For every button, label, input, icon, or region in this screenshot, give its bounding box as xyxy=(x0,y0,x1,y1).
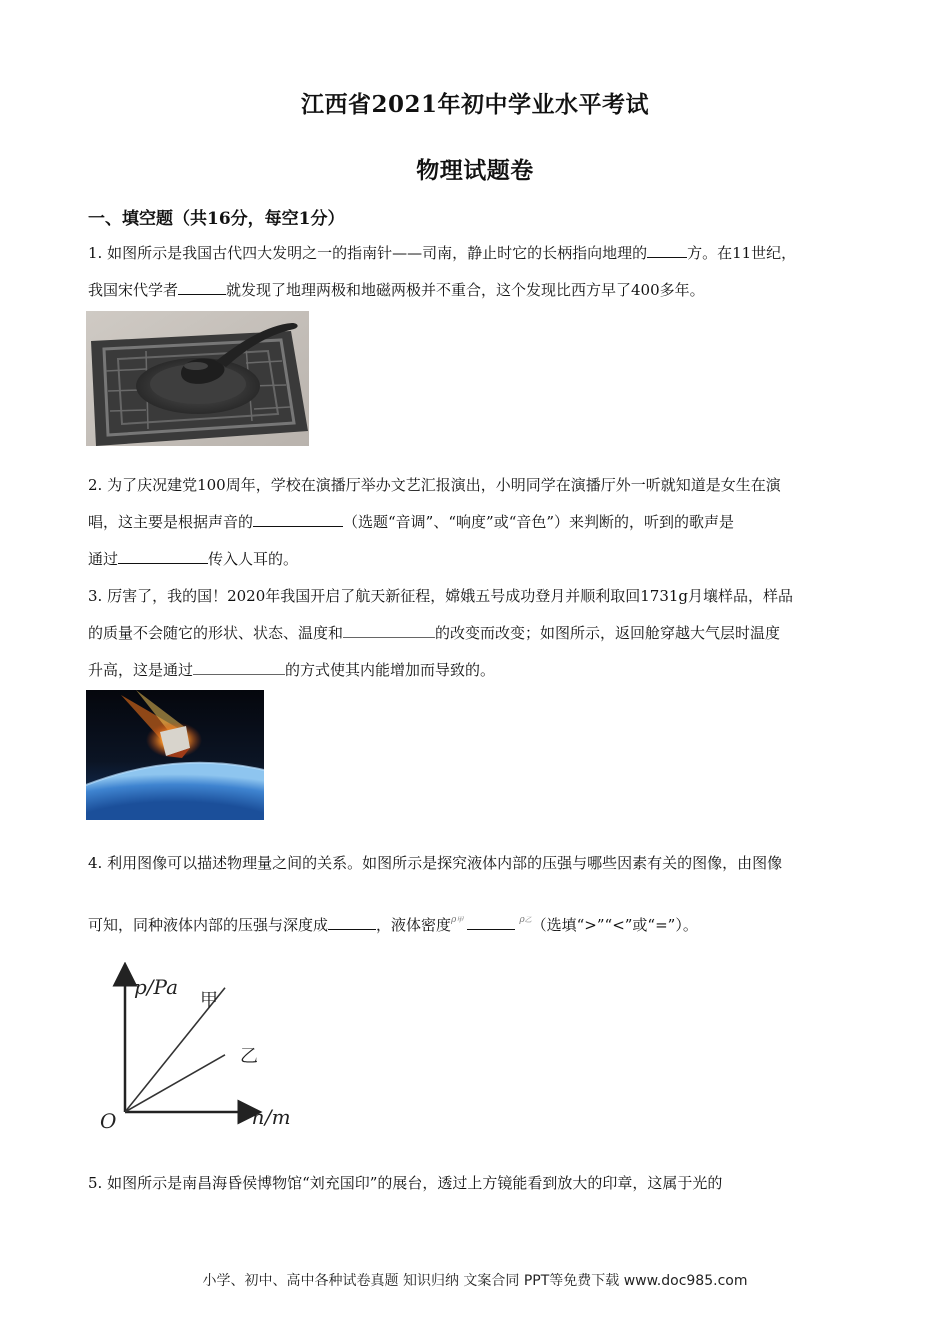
q3-text-a: 的质量不会随它的形状、状态、温度和 xyxy=(88,624,344,642)
q3-line-2 xyxy=(88,623,780,643)
q5-line-1: 5. 如图所示是南昌海昏侯博物馆“刘充国印”的展台，透过上方镜能看到放大的印章，这属于光的 xyxy=(88,1174,723,1192)
q3-line-1: 3. 厉害了，我的国！2020年我国开启了航天新征程，嫦娥五号成功登月并顺利取回1731g月壤样品，样品 xyxy=(88,587,794,605)
exam-subtitle: 物理试题卷 xyxy=(416,157,534,184)
q2-line-2 xyxy=(88,512,734,532)
q1-text-c: 我国宋代学者 xyxy=(88,281,179,299)
q4-text-a: 可知，同种液体内部的压强与深度成 xyxy=(88,916,329,934)
answer-blank[interactable] xyxy=(178,280,226,295)
q1-text-b: 方。在11世纪， xyxy=(687,244,797,262)
answer-blank[interactable] xyxy=(647,243,687,258)
rho-subscript: 甲 xyxy=(456,916,464,924)
series-line-yi xyxy=(125,1055,225,1112)
q1-text-a: 1. 如图所示是我国古代四大发明之一的指南针——司南，静止时它的长柄指向地理的 xyxy=(88,244,648,262)
line-jia-label: 甲 xyxy=(200,990,218,1011)
q2-text-a: 唱，这主要是根据声音的 xyxy=(88,513,254,531)
rho-subscript: 乙 xyxy=(524,916,532,924)
q3-line-3 xyxy=(88,660,495,680)
exam-title: 江西省2021年初中学业水平考试 xyxy=(300,91,649,118)
q2-text-d: 传入人耳的。 xyxy=(208,550,299,568)
compass-sinan-image xyxy=(86,311,309,446)
answer-blank[interactable] xyxy=(118,549,208,564)
q3-text-b: 的改变而改变；如图所示，返回舱穿越大气层时温度 xyxy=(435,624,781,642)
section-heading: 一、填空题（共16分，每空1分） xyxy=(88,209,345,229)
q3-text-c: 升高，这是通过 xyxy=(88,661,194,679)
q2-line-3 xyxy=(88,549,298,569)
reentry-capsule-image xyxy=(86,690,264,820)
pressure-depth-graph xyxy=(92,962,306,1134)
y-axis-label: p/Pa xyxy=(134,975,179,999)
q4-text-b: ，液体密度 xyxy=(376,916,452,934)
q2-line-1: 2. 为了庆况建党100周年，学校在演播厅举办文艺汇报演出，小明同学在演播厅外一听就知道是女生在演 xyxy=(88,476,781,494)
q4-text-c: （选填“>”“<”或“=”）。 xyxy=(531,916,698,934)
page-footer: 小学、初中、高中各种试卷真题 知识归纳 文案合同 PPT等免费下载 www.doc985.com xyxy=(202,1273,748,1289)
answer-blank[interactable] xyxy=(467,915,515,930)
rho-symbol: ρ xyxy=(451,915,457,925)
q1-line-2 xyxy=(88,280,705,300)
origin-label: O xyxy=(100,1109,117,1133)
q4-line-2 xyxy=(88,915,698,938)
q2-text-b: （选题“音调”、“响度”或“音色”）来判断的，听到的歌声是 xyxy=(343,513,735,531)
rho-yi-symbol xyxy=(519,915,531,925)
line-yi-label: 乙 xyxy=(240,1046,258,1067)
q1-line-1 xyxy=(88,243,796,263)
q2-text-c: 通过 xyxy=(88,550,119,568)
x-axis-label: h/m xyxy=(252,1105,291,1129)
q3-text-d: 的方式使其内能增加而导致的。 xyxy=(285,661,496,679)
rho-jia-symbol xyxy=(451,915,463,925)
answer-blank[interactable] xyxy=(328,915,376,930)
answer-blank[interactable] xyxy=(343,623,435,638)
answer-blank[interactable] xyxy=(193,660,285,675)
q4-line-1: 4. 利用图像可以描述物理量之间的关系。如图所示是探究液体内部的压强与哪些因素有关的图像，由图像 xyxy=(88,854,783,872)
rho-symbol: ρ xyxy=(519,915,525,925)
answer-blank[interactable] xyxy=(253,512,343,527)
q1-text-d: 就发现了地理两极和地磁两极并不重合，这个发现比西方早了400多年。 xyxy=(226,281,705,299)
